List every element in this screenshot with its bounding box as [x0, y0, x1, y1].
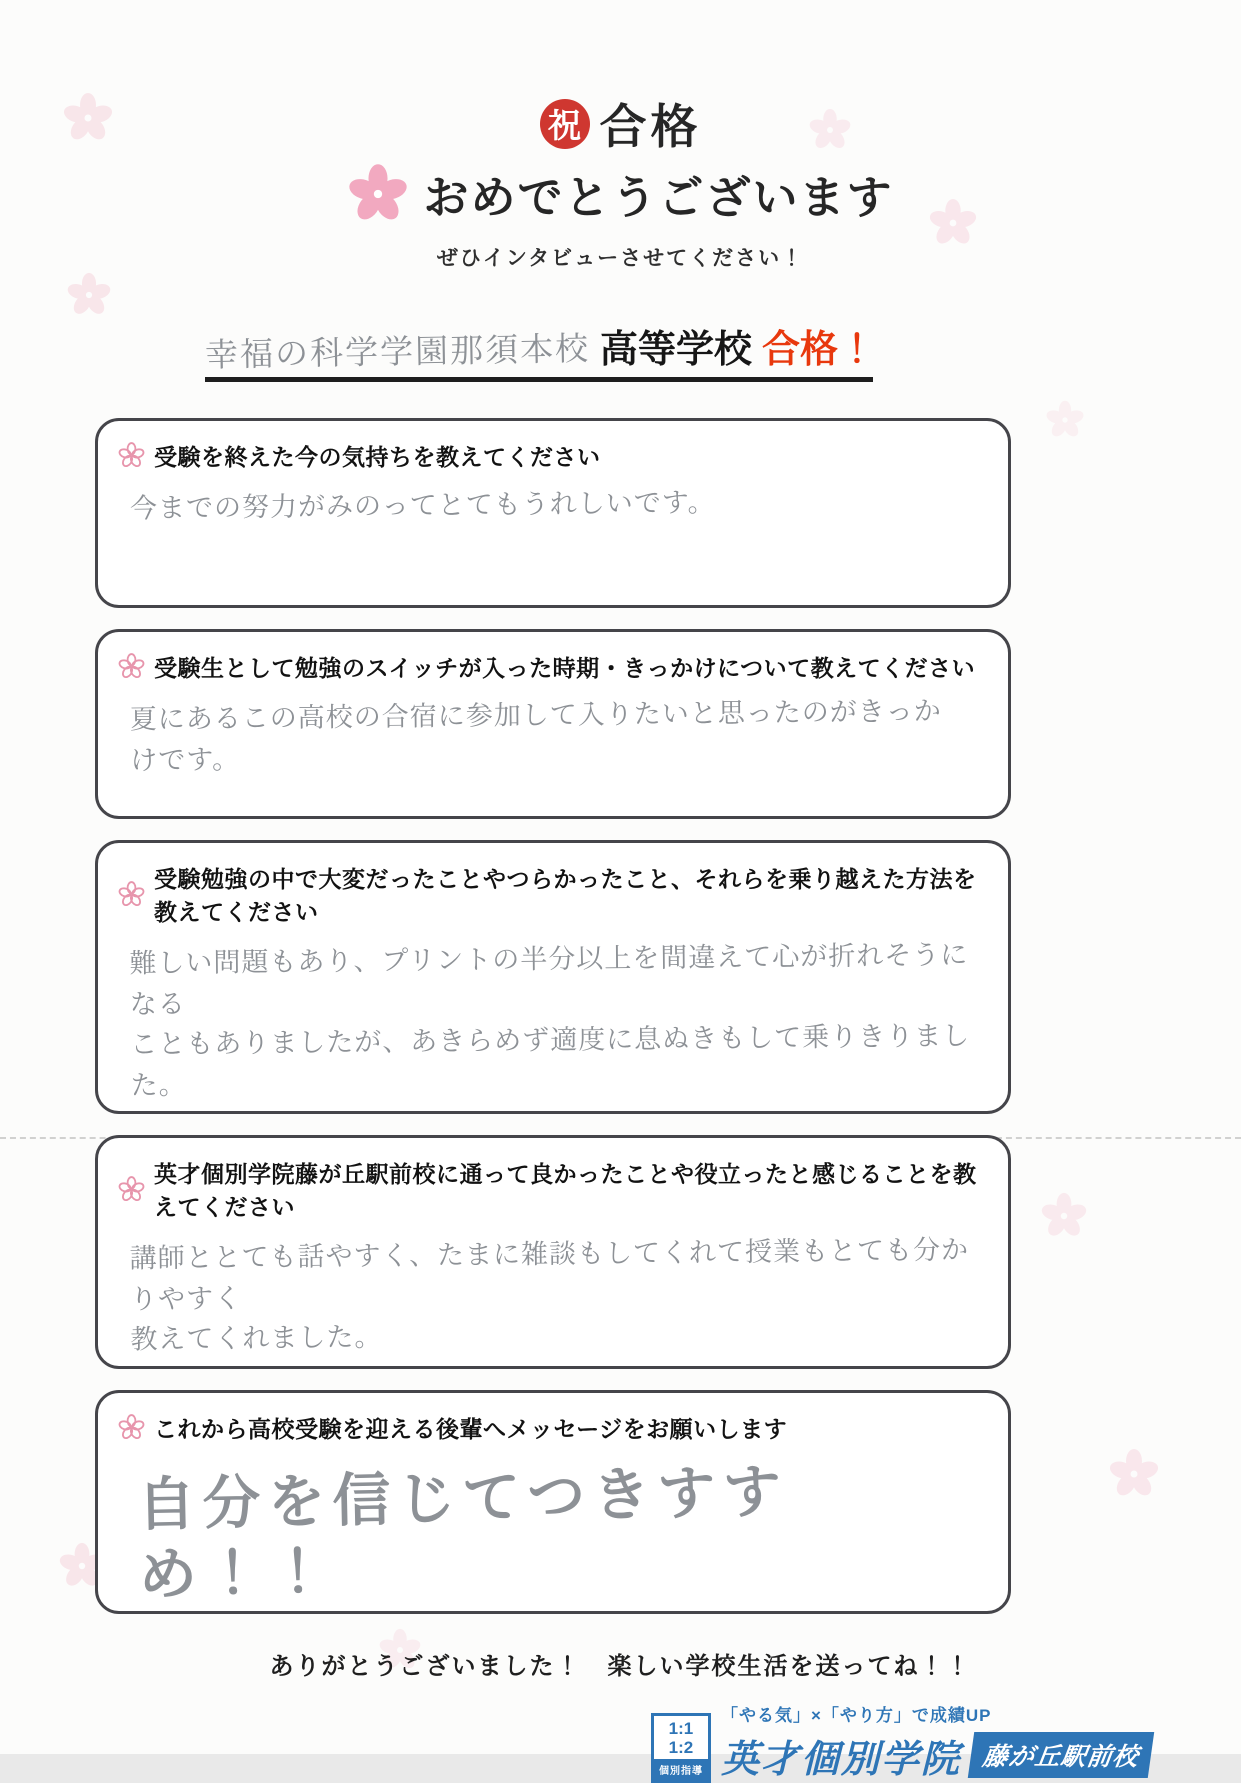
sakura-watermark-icon	[1108, 1448, 1160, 1500]
thanks-message: ありがとうございました！ 楽しい学校生活を送ってね！！	[269, 1652, 972, 1680]
footer	[0, 1646, 1241, 1783]
question-text: 受験勉強の中で大変だったことやつらかったこと、それらを乗り越えた方法を教えてください	[154, 866, 977, 925]
plum-blossom-icon	[118, 442, 145, 469]
question-box-trigger	[95, 629, 1011, 819]
plum-blossom-icon	[118, 881, 145, 908]
question-list	[95, 418, 1011, 1614]
handwritten-answer: 講師ととても話やすく、たまに雑談もしてくれて授業もとても分かりやすく 教えてくれました。	[129, 1234, 970, 1355]
shuku-seal-icon: 祝	[540, 99, 590, 149]
question-text: これから高校受験を迎える後輩へメッセージをお願いします	[154, 1415, 788, 1442]
interview-subtitle: ぜひインタビューさせてください！	[436, 247, 805, 270]
gokaku-label: 合格	[599, 100, 702, 153]
pass-result-label: 合格！	[762, 329, 877, 371]
school-name-line	[204, 318, 877, 382]
plum-blossom-icon	[118, 1414, 145, 1441]
handwritten-message: 自分を信じてつきすすめ！！	[136, 1458, 789, 1607]
brand-name: 英才個別学院	[720, 1738, 961, 1781]
eisai-logo	[651, 1701, 1151, 1783]
handwritten-school-name: 幸福の科学学園那須本校	[204, 329, 591, 374]
sakura-watermark-icon	[1040, 1192, 1088, 1240]
campus-name-badge: 藤が丘駅前校	[968, 1732, 1154, 1778]
handwritten-answer: 夏にあるこの高校の合宿に参加して入りたいと思ったのがきっか けです。	[129, 695, 942, 775]
sakura-watermark-icon	[66, 272, 112, 318]
school-type-label: 高等学校	[600, 329, 753, 371]
question-text: 英才個別学院藤が丘駅前校に通って良かったことや役立ったと感じることを教えてください	[154, 1161, 977, 1220]
handwritten-answer: 今までの努力がみのってとてもうれしいです。	[129, 487, 716, 524]
logo-tagline: 「やる気」×「やり方」で成績UP	[720, 1705, 992, 1725]
handwritten-answer: 難しい問題もあり、プリントの半分以上を間違えて心が折れそうになる こともありましたが、あきらめず適度に息ぬきもして乗りきりました。	[129, 939, 971, 1100]
question-box-hardship	[95, 840, 1011, 1114]
question-box-school-benefit	[95, 1135, 1011, 1369]
plum-blossom-icon	[118, 653, 145, 680]
sakura-watermark-icon	[1045, 400, 1085, 440]
plum-blossom-icon	[118, 1176, 145, 1203]
question-text: 受験生として勉強のスイッチが入った時期・きっかけについて教えてください	[154, 655, 976, 681]
question-box-feelings	[95, 418, 1011, 608]
question-text: 受験を終えた今の気持ちを教えてください	[154, 444, 601, 470]
sakura-icon	[347, 163, 409, 225]
question-box-message	[95, 1390, 1011, 1614]
ratio-badge-icon: 1:1 1:2 個別指導	[651, 1713, 711, 1783]
congratulations-header	[0, 0, 1241, 272]
page-title: おめでとうございます	[423, 172, 894, 223]
